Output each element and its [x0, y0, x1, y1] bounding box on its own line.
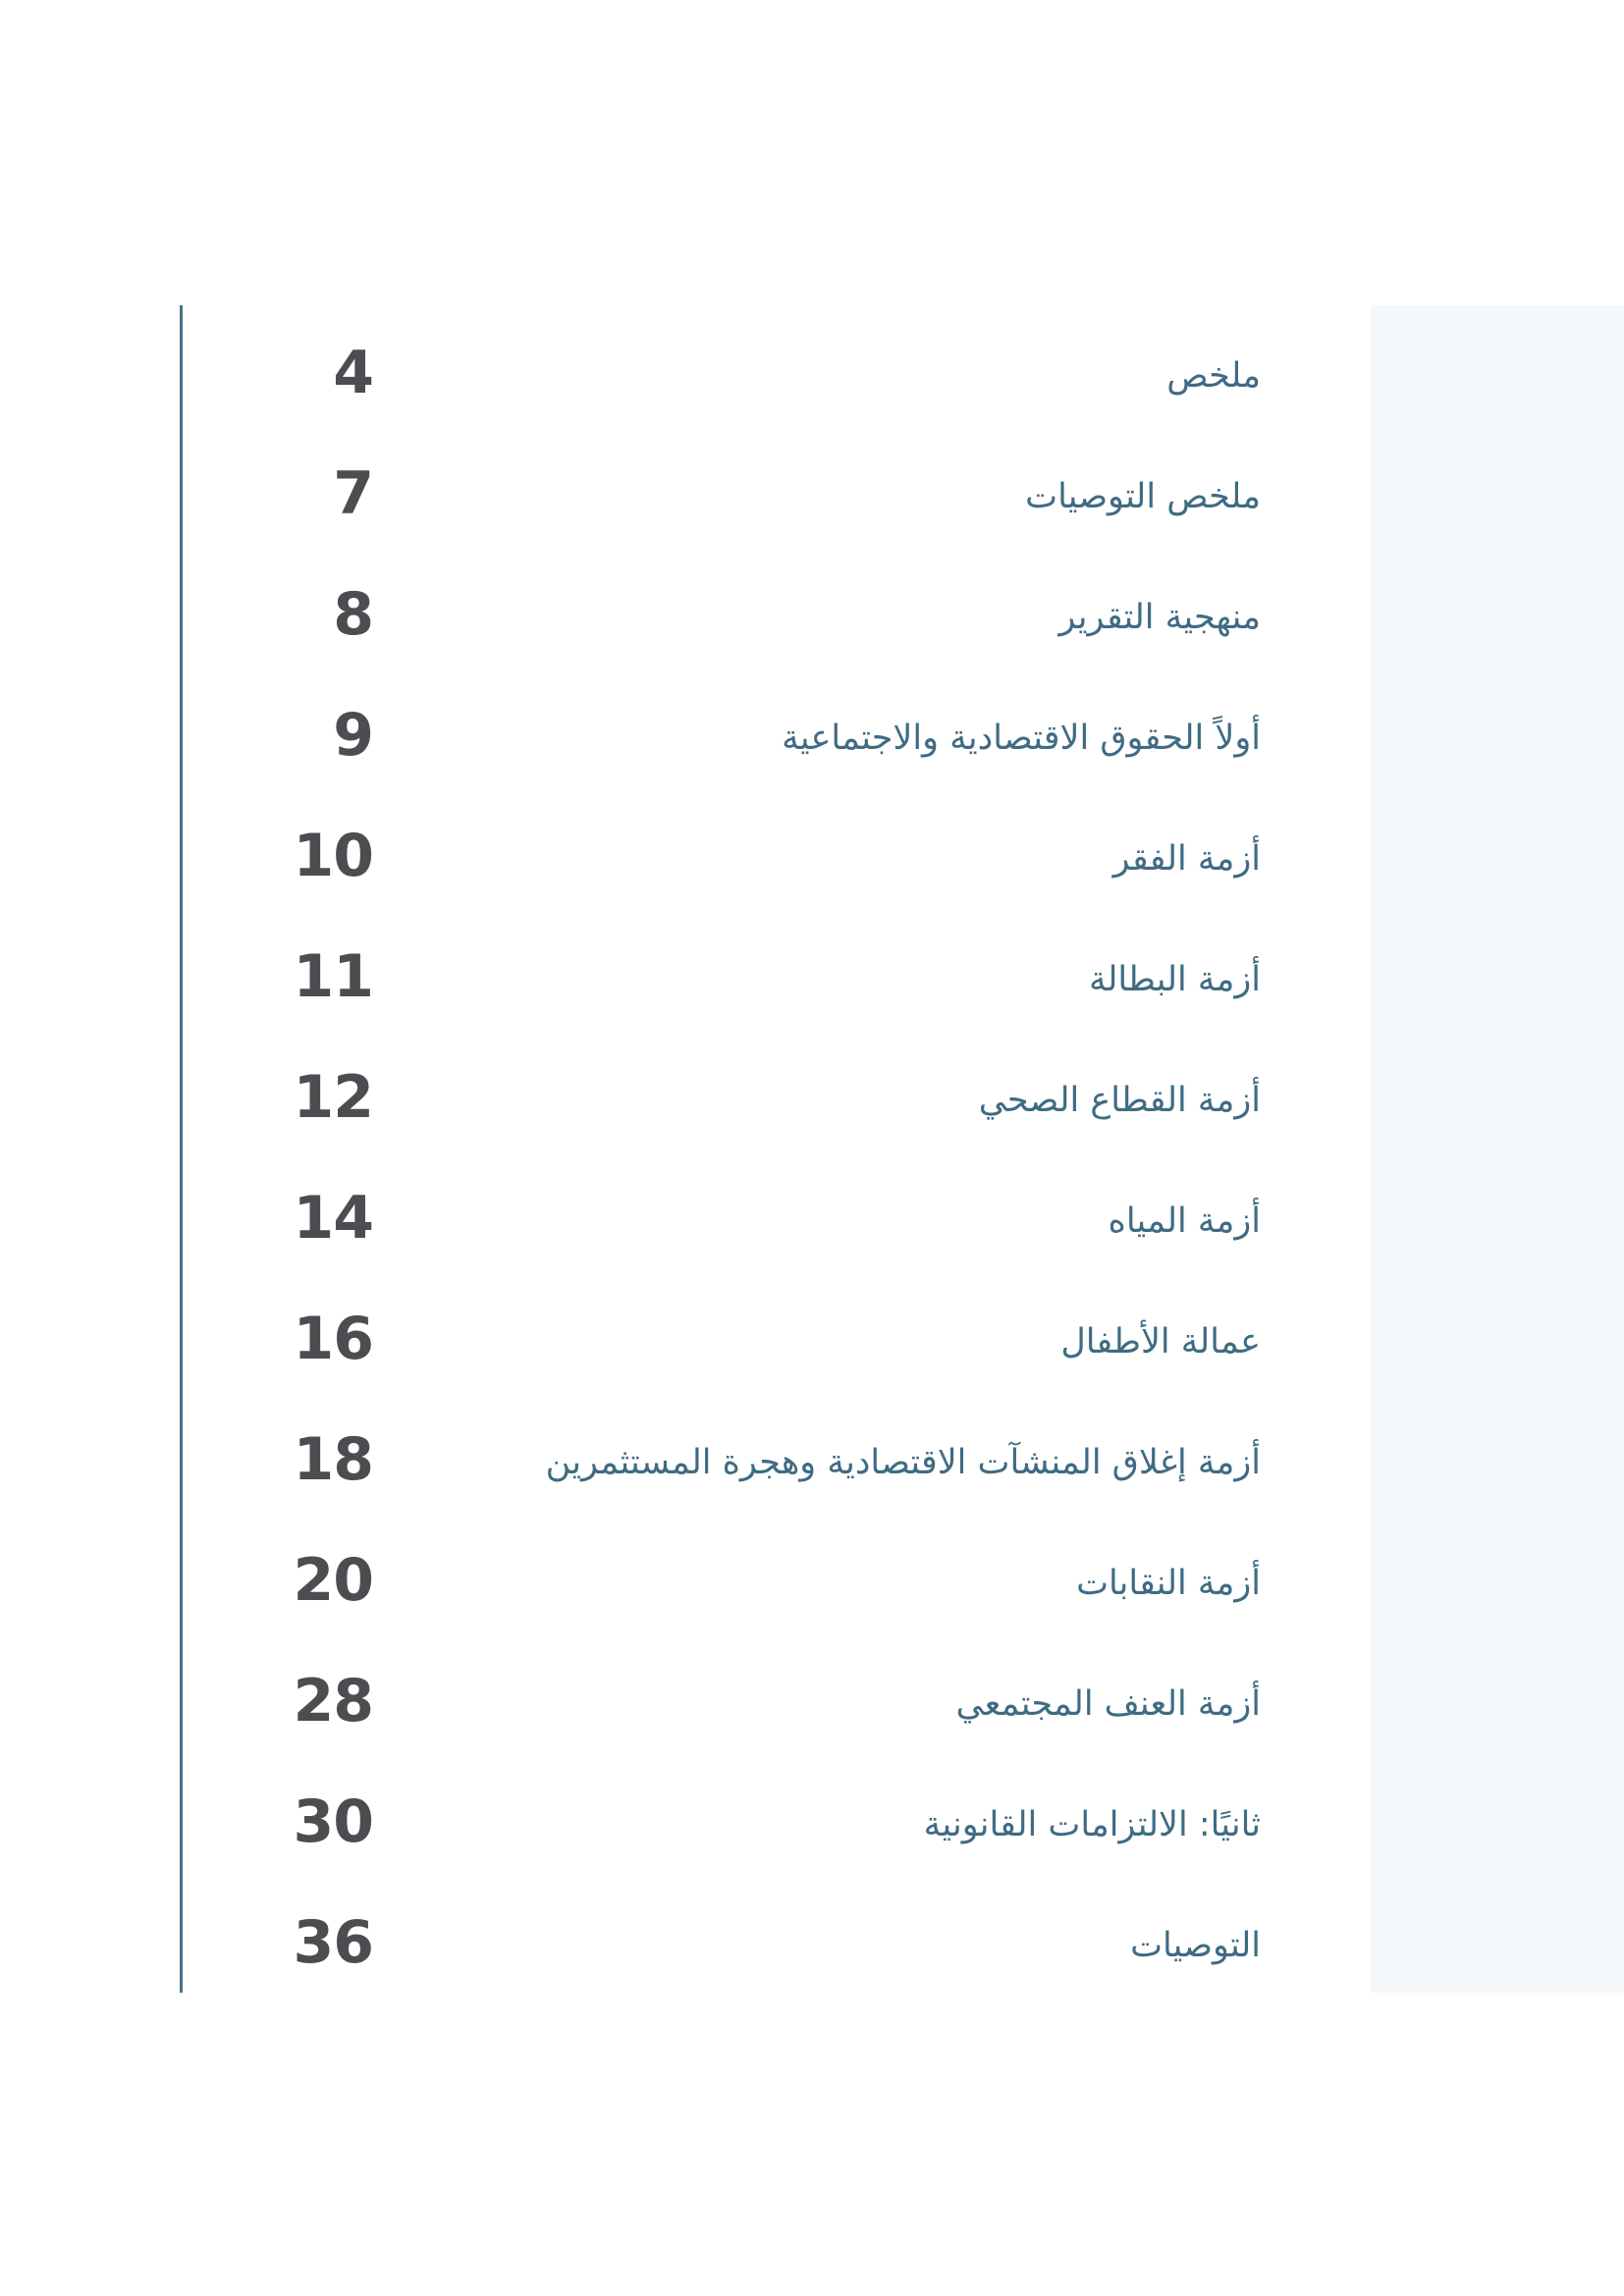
toc-page-number: 8 — [333, 580, 373, 649]
toc-page-number: 16 — [293, 1305, 373, 1373]
toc-entry[interactable] — [0, 940, 1624, 1061]
toc-entry-title: ملخص التوصيات — [1025, 477, 1261, 516]
toc-page-number: 30 — [293, 1788, 373, 1856]
toc-entry-title: منهجية التقرير — [1058, 598, 1261, 637]
toc-page-number: 4 — [333, 339, 373, 407]
toc-page-number: 14 — [293, 1184, 373, 1253]
toc-entry[interactable] — [0, 457, 1624, 578]
toc-page-number: 10 — [293, 822, 373, 890]
toc-entry-title: أزمة القطاع الصحي — [978, 1081, 1261, 1120]
toc-page-number: 36 — [293, 1908, 373, 1977]
toc-entry-title: أزمة الفقر — [1112, 839, 1261, 879]
toc-entry[interactable] — [0, 699, 1624, 820]
table-of-contents — [0, 337, 1624, 2027]
toc-page-number: 11 — [293, 942, 373, 1011]
toc-entry-title: أزمة المياه — [1108, 1201, 1261, 1241]
toc-entry[interactable] — [0, 578, 1624, 699]
toc-page-number: 9 — [333, 701, 373, 770]
toc-entry-title: أزمة النقابات — [1076, 1564, 1261, 1603]
toc-entry[interactable] — [0, 1423, 1624, 1544]
toc-entry[interactable] — [0, 1061, 1624, 1182]
toc-entry[interactable] — [0, 1182, 1624, 1303]
toc-entry[interactable] — [0, 1544, 1624, 1665]
toc-entry-title: ملخص — [1166, 356, 1261, 396]
toc-entry-title: ثانيًا: الالتزامات القانونية — [923, 1805, 1261, 1844]
toc-page-number: 18 — [293, 1425, 373, 1494]
toc-entry[interactable] — [0, 1303, 1624, 1423]
toc-entry-title: عمالة الأطفال — [1060, 1322, 1261, 1362]
toc-page-number: 28 — [293, 1667, 373, 1735]
toc-page-number: 20 — [293, 1546, 373, 1615]
toc-entry-title: أزمة البطالة — [1088, 960, 1261, 999]
toc-entry[interactable] — [0, 1786, 1624, 1906]
toc-entry-title: أزمة إغلاق المنشآت الاقتصادية وهجرة المستثمرين — [545, 1443, 1261, 1482]
toc-page-number: 7 — [333, 459, 373, 528]
toc-entry-title: أولاً الحقوق الاقتصادية والاجتماعية — [782, 719, 1261, 758]
toc-entry[interactable] — [0, 1665, 1624, 1786]
toc-entry[interactable] — [0, 337, 1624, 457]
toc-entry-title: التوصيات — [1130, 1926, 1261, 1965]
toc-page-number: 12 — [293, 1063, 373, 1132]
toc-entry[interactable] — [0, 1906, 1624, 2027]
toc-entry[interactable] — [0, 820, 1624, 940]
toc-entry-title: أزمة العنف المجتمعي — [955, 1684, 1261, 1724]
